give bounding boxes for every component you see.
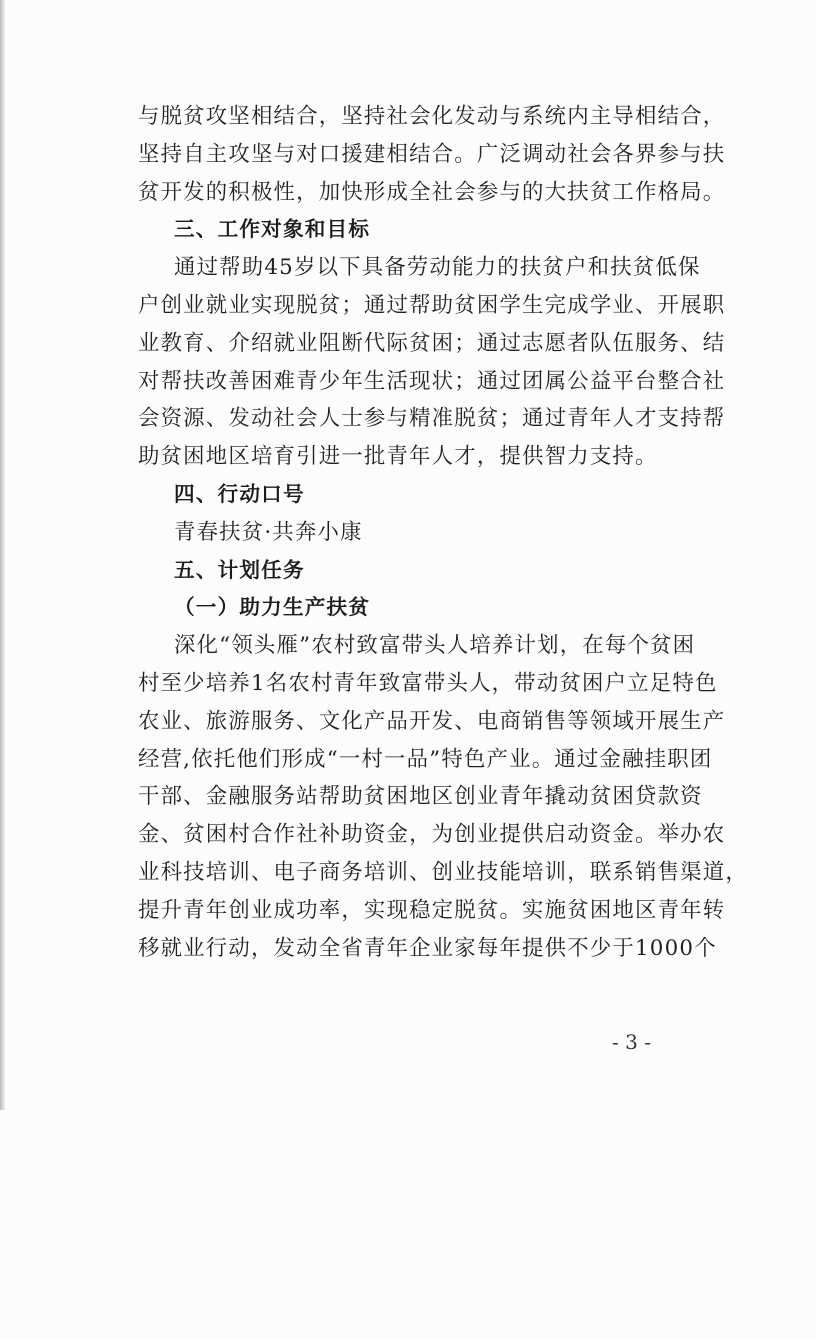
text-line: 通过帮助45岁以下具备劳动能力的扶贫户和扶贫低保 (174, 255, 701, 281)
text-line: 青春扶贫·共奔小康 (174, 519, 363, 545)
text-line: 会资源、发动社会人士参与精准脱贫；通过青年人才支持帮 (138, 406, 726, 432)
section-heading: 五、计划任务 (174, 557, 305, 582)
text-line: 贫开发的积极性，加快形成全社会参与的大扶贫工作格局。 (138, 179, 726, 205)
text-line: 户创业就业实现脱贫；通过帮助贫困学生完成学业、开展职 (138, 292, 726, 318)
text-line: 村至少培养1名农村青年致富带头人，带动贫困户立足特色 (138, 670, 718, 696)
text-line: 业教育、介绍就业阻断代际贫困；通过志愿者队伍服务、结 (138, 330, 726, 356)
text-line: 对帮扶改善困难青少年生活现状；通过团属公益平台整合社 (138, 368, 726, 394)
text-line: 农业、旅游服务、文化产品开发、电商销售等领域开展生产 (138, 708, 726, 734)
text-line: 金、贫困村合作社补助资金，为创业提供启动资金。举办农 (138, 822, 726, 848)
page-number: - 3 - (612, 1030, 651, 1054)
section-heading: （一）助力生产扶贫 (174, 595, 371, 620)
text-line: 移就业行动，发动全省青年企业家每年提供不少于1000个 (138, 935, 717, 961)
text-line: 经营,依托他们形成“一村一品”特色产业。通过金融挂职团 (138, 746, 713, 772)
text-line: 干部、金融服务站帮助贫困地区创业青年撬动贫困贷款资 (138, 784, 703, 810)
text-line: 坚持自主攻坚与对口援建相结合。广泛调动社会各界参与扶 (138, 141, 726, 167)
body-text (138, 98, 748, 967)
scan-edge (0, 0, 5, 1110)
text-line: 深化“领头雁”农村致富带头人培养计划，在每个贫困 (174, 633, 696, 659)
text-line: 与脱贫攻坚相结合，坚持社会化发动与系统内主导相结合， (138, 104, 726, 129)
text-line: 业科技培训、电子商务培训、创业技能培训，联系销售渠道， (138, 859, 748, 885)
section-heading: 四、行动口号 (174, 481, 305, 506)
section-heading: 三、工作对象和目标 (174, 217, 371, 242)
text-line: 提升青年创业成功率，实现稳定脱贫。实施贫困地区青年转 (138, 897, 726, 923)
text-line: 助贫困地区培育引进一批青年人才，提供智力支持。 (138, 444, 658, 470)
